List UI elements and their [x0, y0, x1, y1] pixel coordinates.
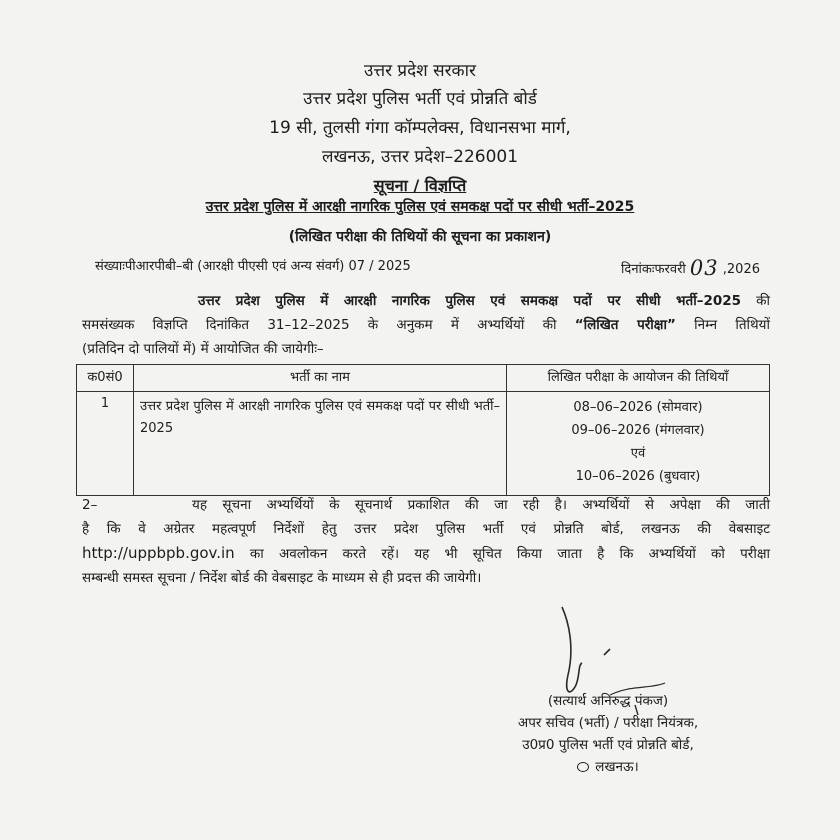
signatory-block: [478, 690, 738, 778]
date-year: ,2026: [722, 262, 760, 277]
col-header-sn: क0सं0: [77, 365, 134, 392]
signatory-designation: अपर सचिव (भर्ती) / परीक्षा नियंत्रक,: [517, 715, 699, 731]
paragraph-2: 2– यह सूचना अभ्यर्थियों के सूचनार्थ प्रकाशित की जा रही है। अभ्यर्थियों से अपेक्षा की जाती है कि वे अग्रेतर महत्वपूर्ण निर्देशों हेतु उत्तर प्रदेश पुलिस भर्ती एवं प्रोन्नति बोर्ड, लखनऊ की वेबसाइट http://uppbpb.gov.in का अवलोकन करते रहें। यह भी सूचित किया जाता है कि अभ्यर्थियों को परीक्षा सम्बन्धी समस्त सूचना / निर्देश बोर्ड की वेबसाइट के माध्यम से ही प्रदत्त की जायेगी।: [82, 493, 770, 590]
signatory-city: लखनऊ।: [595, 759, 639, 775]
govt-name: उत्तर प्रदेश सरकार: [364, 61, 476, 81]
reference-number: संख्याःपीआरपीबी–बी (आरक्षी पीएसी एवं अन्य संवर्ग) 07 / 2025: [95, 259, 411, 274]
table-row: [77, 392, 770, 496]
exam-date-2: 09–06–2026 (मंगलवार): [571, 423, 705, 438]
date-day-handwritten: 03: [689, 256, 719, 280]
cell-exam-dates: [507, 392, 770, 496]
notice-title: सूचना / विज्ञप्ति: [373, 176, 467, 195]
para1-bold-subject: उत्तर प्रदेश पुलिस में आरक्षी नागरिक पुलिस एवं समकक्ष पदों पर सीधी भर्ती–2025: [198, 293, 742, 309]
table-header-row: [77, 365, 770, 392]
written-exam-label: “लिखित परीक्षा”: [574, 317, 676, 333]
board-name: उत्तर प्रदेश पुलिस भर्ती एवं प्रोन्नति बोर्ड: [303, 89, 537, 109]
notice-subtitle: (लिखित परीक्षा की तिथियों की सूचना का प्रकाशन): [288, 229, 552, 245]
signatory-name: (सत्यार्थ अनिरुद्ध पंकज): [547, 693, 669, 709]
notice-subject: उत्तर प्रदेश पुलिस में आरक्षी नागरिक पुलिस एवं समकक्ष पदों पर सीधी भर्ती–2025: [205, 199, 635, 215]
para2-number: 2–: [82, 497, 98, 513]
circle-mark-icon: [577, 762, 589, 772]
exam-date-3: 10–06–2026 (बुधवार): [575, 469, 701, 484]
cell-sn: 1: [77, 392, 134, 496]
signatory-organisation: उ0प्र0 पुलिस भर्ती एवं प्रोन्नति बोर्ड,: [522, 737, 694, 753]
date-label: दिनांकःफरवरी: [621, 262, 686, 277]
reference-date: [621, 256, 760, 280]
address-line: 19 सी, तुलसी गंगा कॉम्पलेक्स, विधानसभा मार्ग,: [269, 118, 571, 138]
website-link[interactable]: http://uppbpb.gov.in: [82, 544, 235, 562]
exam-schedule-table: [76, 364, 770, 496]
col-header-name: भर्ती का नाम: [134, 365, 507, 392]
col-header-dates: लिखित परीक्षा के आयोजन की तिथियाँ: [507, 365, 770, 392]
exam-date-1: 08–06–2026 (सोमवार): [573, 400, 703, 415]
exam-date-conjunction: एवं: [630, 446, 646, 461]
paragraph-1: उत्तर प्रदेश पुलिस में आरक्षी नागरिक पुलिस एवं समकक्ष पदों पर सीधी भर्ती–2025 की समसंख्यक विज्ञप्ति दिनांकित 31–12–2025 के अनुकम में अभ्यर्थियों की “लिखित परीक्षा” निम्न तिथियों (प्रतिदिन दो पालियों में) में आयोजित की जायेगीः–: [82, 293, 770, 357]
city-line: लखनऊ, उत्तर प्रदेश–226001: [321, 147, 519, 167]
cell-recruitment-name: उत्तर प्रदेश पुलिस में आरक्षी नागरिक पुलिस एवं समकक्ष पदों पर सीधी भर्ती–2025: [134, 392, 507, 496]
